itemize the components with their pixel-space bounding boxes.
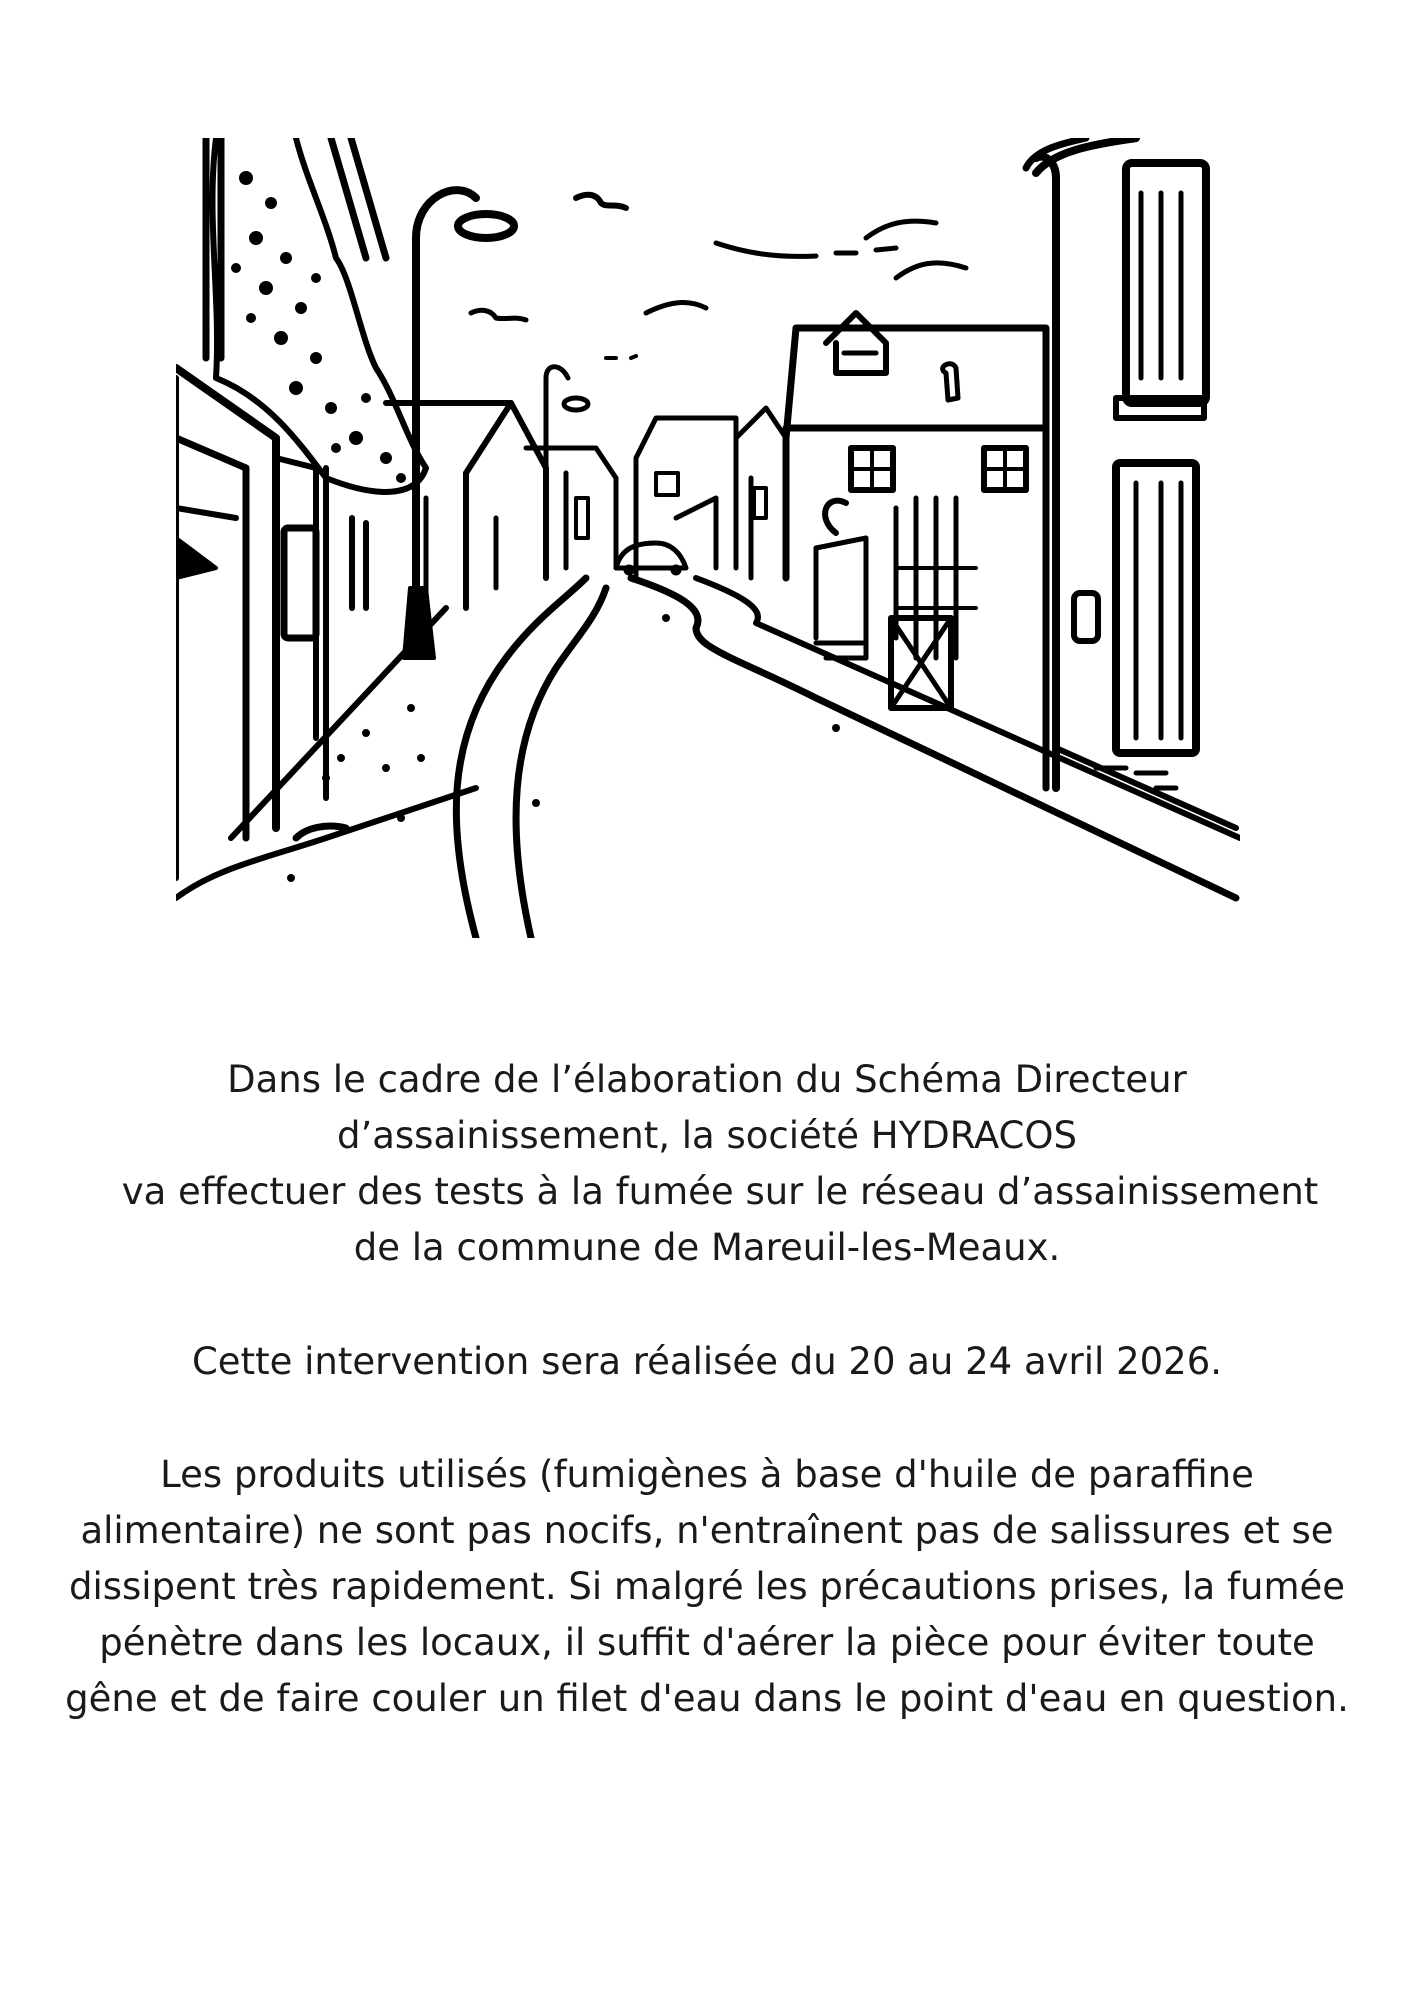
notice-line: pénètre dans les locaux, il suffit d'aérer la pièce pour éviter toute xyxy=(99,1621,1315,1664)
intervention-dates: Cette intervention sera réalisée du 20 au 24 avril 2026. xyxy=(191,1340,1223,1383)
notice-line: d’assainissement, la société HYDRACOS xyxy=(336,1114,1078,1157)
notice-line: gêne et de faire couler un filet d'eau dans le point d'eau en question. xyxy=(65,1677,1349,1720)
notice-paragraph-dates xyxy=(40,1334,1374,1390)
notice-paragraph-intro xyxy=(40,1052,1374,1276)
notice-line: va effectuer des tests à la fumée sur le réseau d’assainissement xyxy=(121,1170,1319,1213)
notice-line: dissipent très rapidement. Si malgré les précautions prises, la fumée xyxy=(68,1565,1346,1608)
notice-line: Les produits utilisés (fumigènes à base d'huile de paraffine xyxy=(160,1453,1254,1496)
notice-paragraph-products xyxy=(40,1447,1374,1727)
notice-line: Dans le cadre de l’élaboration du Schéma Directeur xyxy=(227,1058,1187,1101)
notice-line: de la commune de Mareuil-les-Meaux. xyxy=(353,1226,1061,1269)
village-street-illustration xyxy=(176,138,1240,938)
village-street-drawing xyxy=(176,138,1240,938)
notice-line: alimentaire) ne sont pas nocifs, n'entraînent pas de salissures et se xyxy=(80,1509,1334,1552)
